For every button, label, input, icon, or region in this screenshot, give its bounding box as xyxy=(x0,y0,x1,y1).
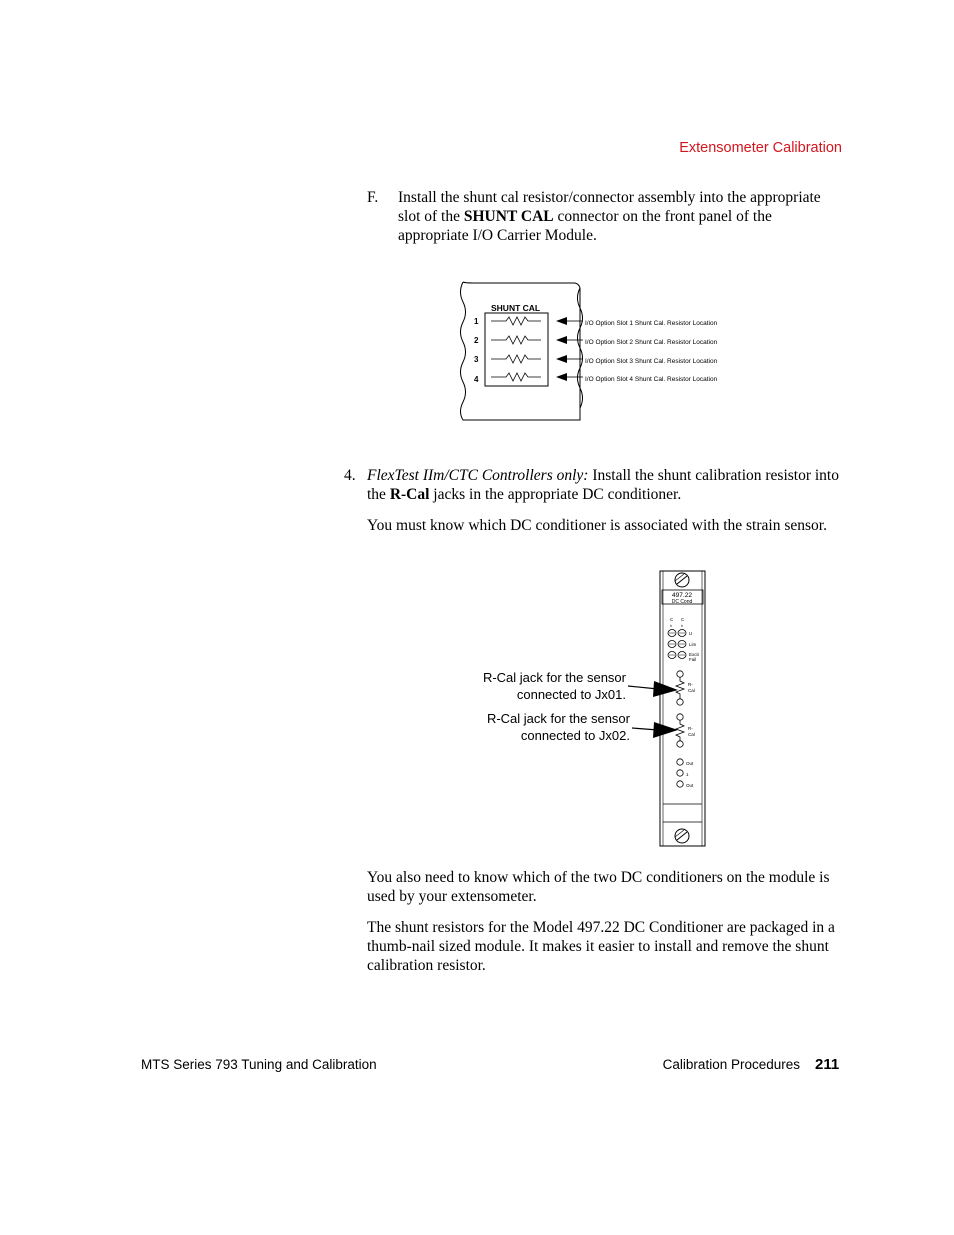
dc-conditioner-figure xyxy=(460,568,710,850)
callout-text: connected to Jx02. xyxy=(520,728,630,743)
page-number: 211 xyxy=(815,1056,840,1073)
arrow-icon xyxy=(556,336,567,344)
slot-label: I/O Option Slot 3 Shunt Cal. Resistor Location xyxy=(585,358,718,365)
resistor-icon xyxy=(676,677,684,699)
rcal-jack-top xyxy=(677,714,683,720)
out-jack xyxy=(677,770,683,776)
slot-number: 2 xyxy=(474,336,479,345)
module-panel xyxy=(660,571,705,846)
rcal-jack-bottom xyxy=(677,741,683,747)
led-label: Excit xyxy=(689,652,699,657)
slot-number: 1 xyxy=(474,317,479,326)
step-f-text-end: connector on the front panel of the appropriate I/O Carrier Module. xyxy=(398,208,772,244)
rcal-label: R- xyxy=(688,682,693,687)
resistor-icon xyxy=(491,317,541,325)
paragraph-know-conditioner: You must know which DC conditioner is associated with the strain sensor. xyxy=(367,517,827,534)
paragraph-shunt-resistors: The shunt resistors for the Model 497.22 DC Conditioner are packaged in a thumb-nail sized module. It makes it easier to install and remove the shunt calibration resistor. xyxy=(367,919,835,974)
callout-text: R-Cal jack for the sensor xyxy=(482,670,626,685)
footer-chapter: Calibration Procedures xyxy=(662,1057,800,1072)
column-label: C xyxy=(681,617,685,622)
paragraph-also-know: You also need to know which of the two DC conditioners on the module is used by your extensometer. xyxy=(367,869,830,905)
rcal-label: Cal xyxy=(688,732,695,737)
led-label: U xyxy=(689,631,693,636)
rcal-jack-top xyxy=(677,671,683,677)
resistor-icon xyxy=(491,355,541,363)
out-jack xyxy=(677,781,683,787)
step-number: 4. xyxy=(344,467,356,484)
out-label: Out xyxy=(686,783,694,788)
arrow-icon xyxy=(653,722,678,738)
slot-number: 4 xyxy=(474,375,479,384)
resistor-icon xyxy=(676,720,684,741)
step-letter: F. xyxy=(367,189,379,206)
out-jack xyxy=(677,759,683,765)
step-4-text-start: Install the shunt calibration resistor into the xyxy=(367,467,839,503)
slot-label: I/O Option Slot 1 Shunt Cal. Resistor Location xyxy=(585,320,718,327)
resistor-icon xyxy=(491,336,541,344)
callout-text: R-Cal jack for the sensor xyxy=(486,711,630,726)
section-header: Extensometer Calibration xyxy=(679,140,842,156)
shunt-cal-figure xyxy=(455,278,745,424)
step-4-text xyxy=(367,466,845,504)
led-group xyxy=(668,630,686,659)
step-f-bold: SHUNT CAL xyxy=(463,208,554,225)
led-label: Lim xyxy=(689,642,697,647)
slot-number: 3 xyxy=(474,355,479,364)
column-sublabel: h xyxy=(670,624,672,628)
step-4-text-end: jacks in the appropriate DC conditioner. xyxy=(429,486,682,503)
arrow-icon xyxy=(556,355,567,363)
led-label: Fail xyxy=(689,657,697,662)
rcal-label: R- xyxy=(688,726,693,731)
shunt-cal-title: SHUNT CAL xyxy=(491,303,541,313)
resistor-icon xyxy=(491,373,541,381)
out-label: 1 xyxy=(686,772,689,777)
callout-text: connected to Jx01. xyxy=(516,687,626,702)
footer-manual-title: MTS Series 793 Tuning and Calibration xyxy=(141,1057,377,1072)
step-4-bold: R-Cal xyxy=(389,486,430,503)
step-f-text xyxy=(398,188,838,245)
step-f-text-start: Install the shunt cal resistor/connector assembly into the appropriate slot of the xyxy=(398,189,821,225)
column-label: C xyxy=(670,617,674,622)
arrow-icon xyxy=(653,681,678,697)
step-4-italic: FlexTest IIm/CTC Controllers only: xyxy=(367,467,589,484)
arrow-icon xyxy=(556,373,567,381)
shunt-cal-connector xyxy=(485,313,548,386)
rcal-label: Cal xyxy=(688,688,695,693)
model-subtitle: DC Cond xyxy=(671,599,693,605)
arrow-icon xyxy=(556,317,567,325)
rcal-jack-bottom xyxy=(677,699,683,705)
column-sublabel: h xyxy=(681,624,683,628)
out-label: Out xyxy=(686,761,694,766)
slot-label: I/O Option Slot 2 Shunt Cal. Resistor Location xyxy=(585,339,718,346)
slot-label: I/O Option Slot 4 Shunt Cal. Resistor Location xyxy=(585,376,718,383)
model-number: 497.22 xyxy=(672,592,692,599)
